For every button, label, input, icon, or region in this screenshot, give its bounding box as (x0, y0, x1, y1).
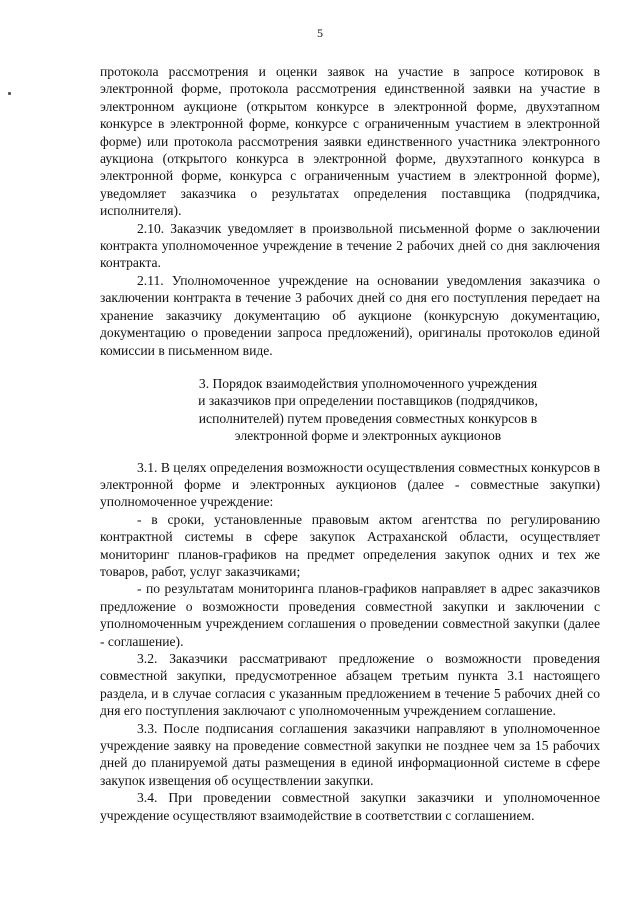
document-body (100, 63, 600, 824)
margin-mark (8, 92, 11, 95)
section-heading (100, 375, 600, 445)
paragraph-2-11: 2.11. Уполномоченное учреждение на основании уведомления заказчика о заключении контракта в течение 3 рабочих дней со дня его поступления передает на хранение заказчику документацию об аукционе (конкурсную документацию, документацию о проведении запроса предложений), оригиналы протоколов единой комиссии в письменном виде. (100, 272, 600, 358)
paragraph-3-4: 3.4. При проведении совместной закупки заказчики и уполномоченное учреждение осуществляют взаимодействие в соответствии с соглашением. (100, 790, 600, 823)
section-heading-line: исполнителей) путем проведения совместных конкурсов в (198, 410, 538, 426)
paragraph-continuation: протокола рассмотрения и оценки заявок на участие в запросе котировок в электронной форме, протокола рассмотрения единственной заявки на участие в электронном аукционе (открытом конкурсе в электронной форме, двухэтапном конкурсе в электронной форме, конкурсе с ограниченным участием в электронной форме) или протокола рассмотрения заявки единственного участника электронного аукциона (открытого конкурса в электронной форме, двухэтапного конкурса в электронной форме, конкурса с ограниченным участием в электронной форме), уведомляет заказчика о результатах определения поставщика (подрядчика, исполнителя). (100, 64, 600, 219)
paragraph-3-1: 3.1. В целях определения возможности осуществления совместных конкурсов в электронной форме и электронных аукционов (далее - совместные закупки) уполномоченное учреждение: (100, 459, 600, 510)
paragraph-2-10: 2.10. Заказчик уведомляет в произвольной письменной форме о заключении контракта уполномоченное учреждение в течение 2 рабочих дней со дня заключения контракта. (100, 220, 600, 271)
section-heading-line: электронной форме и электронных аукционов (234, 428, 502, 444)
list-item-monitoring: - в сроки, установленные правовым актом агентства по регулированию контрактной системы в сфере закупок Астраханской области, осуществляет мониторинг планов-графиков на предмет определения закупок одних и тех же товаров, работ, услуг заказчиками; (100, 511, 600, 579)
paragraph-3-2: 3.2. Заказчики рассматривают предложение о возможности проведения совместной закупки, предусмотренное абзацем третьим пункта 3.1 настоящего раздела, и в случае согласия с указанным предложением в течение 5 рабочих дней со дня его поступления заключают с уполномоченным учреждением соглашение. (100, 651, 600, 719)
section-heading-line: и заказчиков при определении поставщиков (подрядчиков, (198, 393, 538, 409)
paragraph-3-3: 3.3. После подписания соглашения заказчики направляют в уполномоченное учреждение заявку на проведение совместной закупки не позднее чем за 15 рабочих дней до планируемой даты размещения в единой информационной системе в сфере закупок извещения об осуществлении закупки. (100, 720, 600, 788)
section-heading-line: 3. Порядок взаимодействия уполномоченного учреждения (198, 375, 538, 391)
list-item-proposal: - по результатам мониторинга планов-графиков направляет в адрес заказчиков предложение о возможности проведения совместной закупки и заключении с уполномоченным учреждением соглашения о проведении совместной закупки (далее - соглашение). (100, 581, 600, 649)
page-number: 5 (317, 26, 323, 40)
